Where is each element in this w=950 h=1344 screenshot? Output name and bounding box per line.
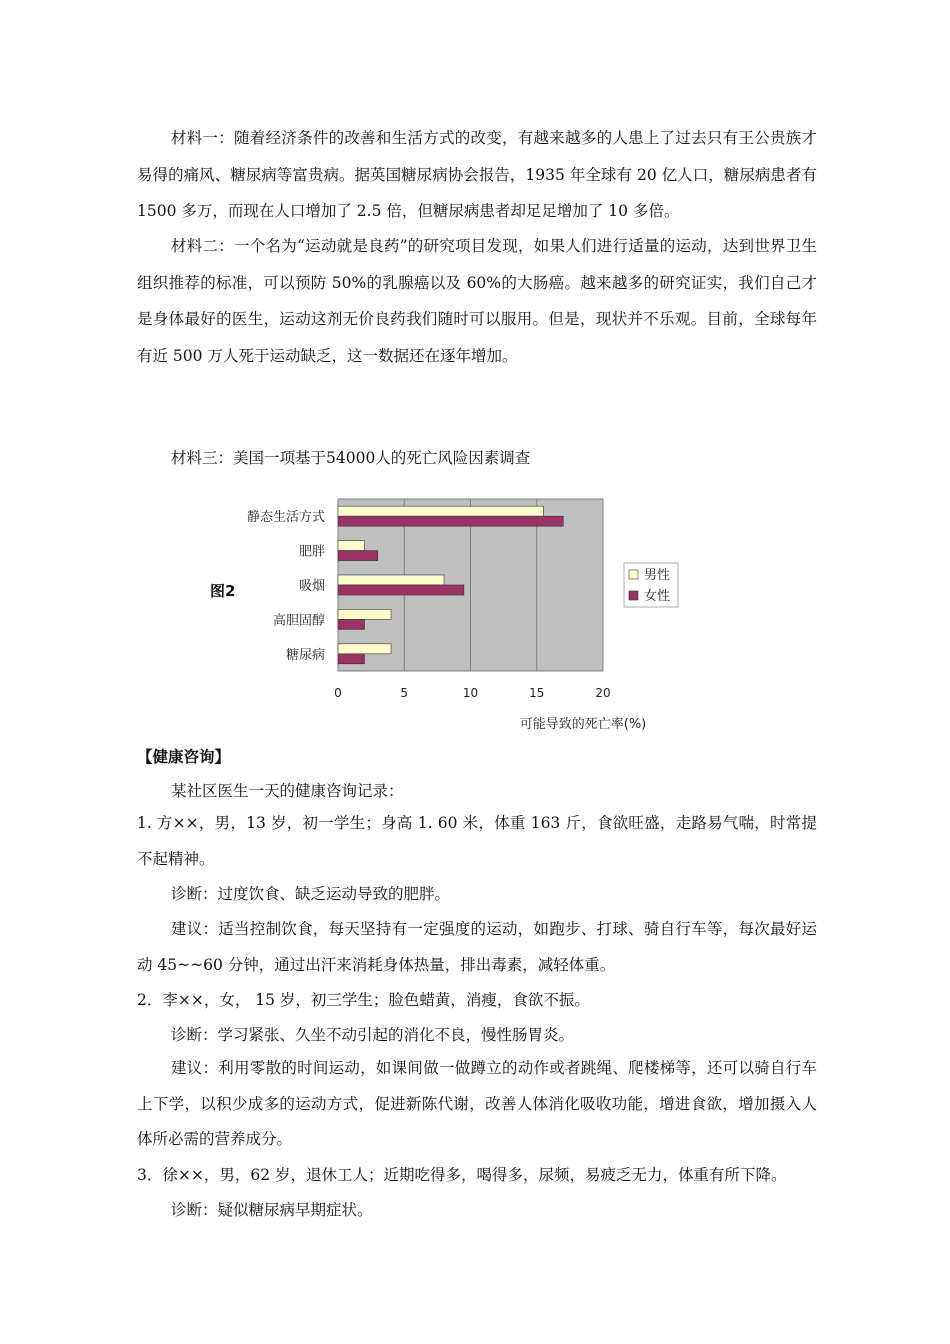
- x-tick-label: 5: [400, 686, 409, 700]
- category-label: 高胆固醇: [272, 613, 325, 629]
- material-one: 材料一：随着经济条件的改善和生活方式的改变，有越来越多的人患上了过去只有王公贵族才易得的痛风、糖尿病等富贵病。据英国糖尿病协会报告，1935 年全球有 20 亿人口，糖尿病患者有 1500 多万，而现在人口增加了 2.5 倍，但糖尿病患者却足足增加了 10 多倍。: [137, 129, 817, 220]
- consult-heading: 【健康咨询】: [137, 747, 231, 766]
- bar-男性: [338, 575, 444, 585]
- material-two: 材料二：一个名为“运动就是良药”的研究项目发现，如果人们进行适量的运动，达到世界卫生组织推荐的标准，可以预防 50%的乳腺癌以及 60%的大肠癌。越来越多的研究证实，我们自己才是身体最好的医生，运动这剂无价良药我们随时可以服用。但是，现状并不乐观。目前，全球每年有近 500 万人死于运动缺乏，这一数据还在逐年增加。: [137, 237, 817, 365]
- case-3: 3．徐××，男，62 岁，退休工人；近期吃得多，喝得多，尿频，易疲乏无力，体重有所下降。: [137, 1166, 787, 1184]
- bar-男性: [338, 541, 365, 551]
- case-2-diagnosis: 诊断：学习紧张、久坐不动引起的消化不良，慢性肠胃炎。: [171, 1026, 575, 1044]
- case-2-advice: 建议：利用零散的时间运动，如课间做一做蹲立的动作或者跳绳、爬楼梯等，还可以骑自行车上下学，以积少成多的运动方式，促进新陈代谢，改善人体消化吸收功能，增进食欲，增加摄入人体所必需的营养成分。: [137, 1059, 817, 1148]
- bar-女性: [338, 585, 464, 595]
- figure-label: 图2: [210, 582, 236, 600]
- consult-intro: 某社区医生一天的健康咨询记录：: [171, 782, 404, 800]
- legend-swatch: [629, 591, 638, 600]
- x-tick-label: 20: [595, 686, 611, 700]
- category-label: 肥胖: [298, 544, 325, 560]
- case-2: 2．李××，女， 15 岁，初三学生；脸色蜡黄，消瘦，食欲不振。: [137, 991, 590, 1009]
- case-1: 1. 方××，男，13 岁，初一学生；身高 1. 60 米，体重 163 斤，食欲旺盛，走路易气喘，时常提不起精神。: [137, 814, 817, 868]
- legend-label: 男性: [644, 568, 671, 583]
- case-3-diagnosis: 诊断：疑似糖尿病早期症状。: [171, 1201, 373, 1219]
- bar-男性: [338, 644, 391, 654]
- x-axis-label: 可能导致的死亡率(%): [519, 717, 647, 732]
- case-1-advice: 建议：适当控制饮食，每天坚持有一定强度的运动，如跑步、打球、骑自行车等，每次最好运动 45~~60 分钟，通过出汗来消耗身体热量，排出毒素，减轻体重。: [137, 920, 817, 974]
- bar-男性: [338, 506, 543, 516]
- x-tick-label: 0: [334, 686, 342, 700]
- legend-label: 女性: [644, 589, 671, 604]
- bar-女性: [338, 619, 365, 629]
- bar-女性: [338, 551, 378, 561]
- legend-swatch: [629, 570, 638, 579]
- bar-男性: [338, 609, 391, 619]
- bar-女性: [338, 654, 365, 664]
- bar-女性: [338, 516, 563, 526]
- chart-title: 材料三：美国一项基于54000人的死亡风险因素调查: [171, 449, 531, 467]
- x-tick-label: 15: [529, 686, 545, 700]
- category-label: 糖尿病: [285, 647, 325, 663]
- case-1-diagnosis: 诊断：过度饮食、缺乏运动导致的肥胖。: [171, 885, 451, 903]
- category-label: 吸烟: [298, 579, 325, 594]
- x-tick-label: 10: [462, 686, 479, 700]
- category-label: 静态生活方式: [246, 510, 325, 526]
